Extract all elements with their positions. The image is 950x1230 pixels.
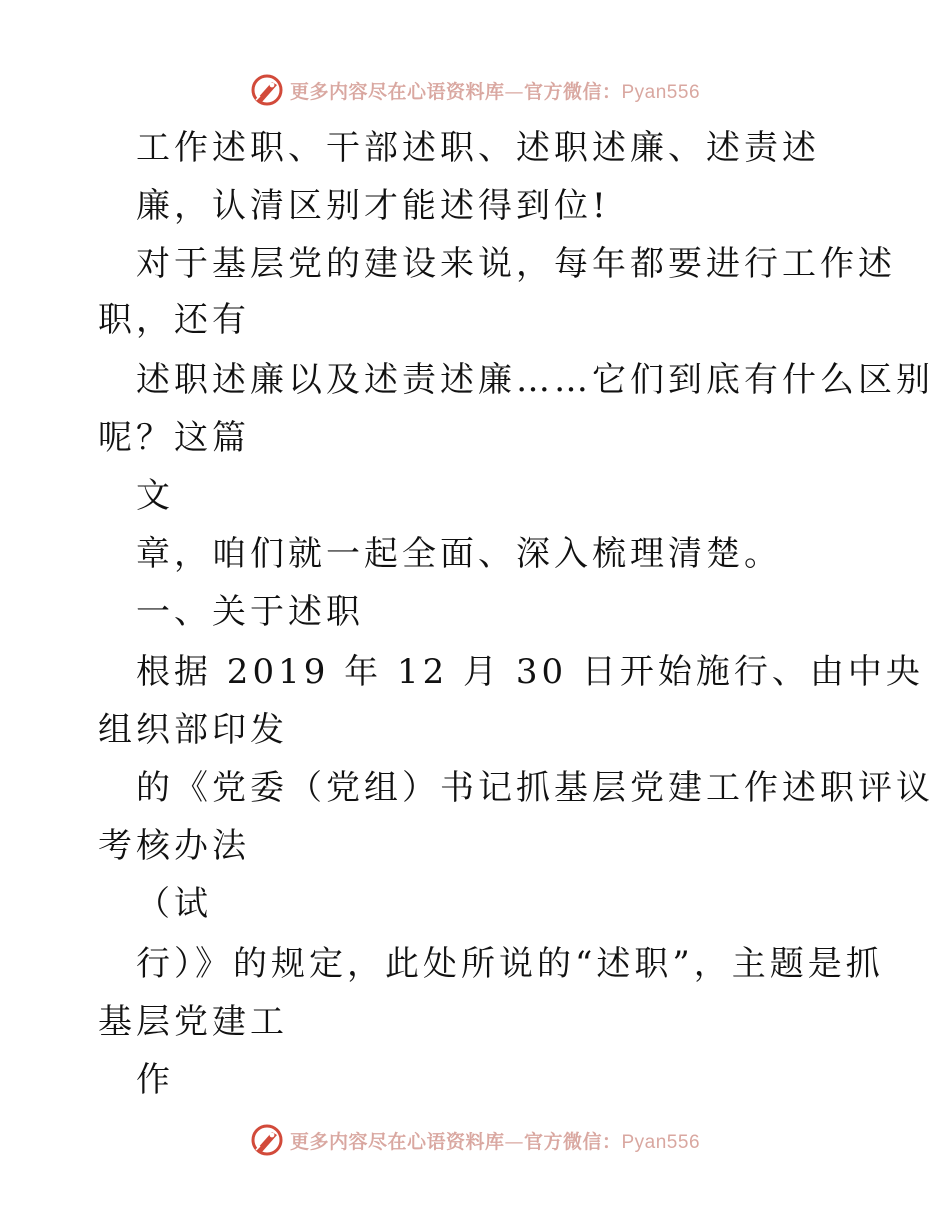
banner-text [290, 1127, 700, 1154]
text-line: 廉，认清区别才能述得到位! [136, 186, 610, 226]
pen-nib-logo-icon [250, 1123, 284, 1157]
text-line: 的《党委（党组）书记抓基层党建工作述职评议 [136, 768, 934, 808]
text-line: 呢？这篇 [98, 418, 250, 458]
text-line: 述职述廉以及述责述廉……它们到底有什么区别 [136, 360, 934, 400]
text-line: 组织部印发 [98, 710, 288, 750]
banner-main-text: 更多内容尽在心语资料库 [289, 1130, 505, 1153]
banner-wechat-label: 官方微信： [523, 1130, 622, 1153]
banner-main-text: 更多内容尽在心语资料库 [289, 80, 505, 103]
banner-wechat-id: Pyan556 [621, 81, 701, 103]
text-line: 工作述职、干部述职、述职述廉、述责述 [136, 128, 820, 168]
banner-wechat-id: Pyan556 [621, 1131, 701, 1153]
text-line: 作 [136, 1060, 174, 1100]
banner-wechat-label: 官方微信： [523, 80, 622, 103]
text-line: 考核办法 [98, 826, 250, 866]
text-line: 对于基层党的建设来说，每年都要进行工作述 [136, 244, 896, 284]
text-line: 文 [136, 476, 174, 516]
text-line: 行）》的规定，此处所说的“述职”，主题是抓 [136, 944, 884, 984]
text-line: 根据 2019 年 12 月 30 日开始施行、由中央 [136, 652, 924, 692]
text-line: 基层党建工 [98, 1002, 288, 1042]
text-line: 职，还有 [98, 300, 250, 340]
section-heading: 一、关于述职 [136, 592, 364, 632]
text-line: （试 [136, 884, 212, 924]
banner-dash: — [504, 80, 524, 103]
banner-dash: — [504, 1130, 524, 1153]
text-line: 章，咱们就一起全面、深入梳理清楚。 [136, 534, 782, 574]
footer-banner [0, 1120, 950, 1160]
